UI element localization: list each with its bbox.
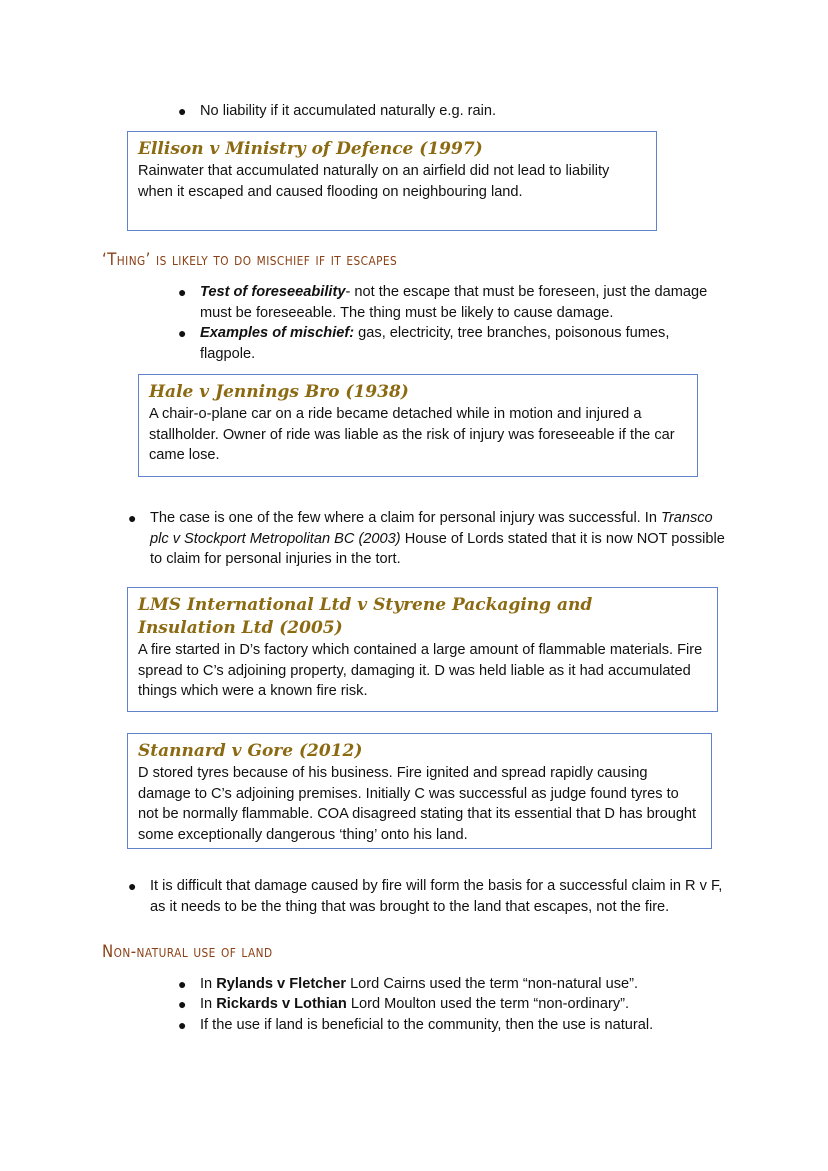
bold-term: Test of foreseeability [200, 284, 346, 300]
case-name: Rickards v Lothian [216, 996, 347, 1012]
bullet-item [178, 323, 700, 364]
section-heading-mischief: ‘Thing’ is likely to do mischief if it escapes [102, 250, 398, 270]
bullet-icon: ● [178, 325, 187, 341]
bullet-text: The case is one of the few where a claim for personal injury was successful. In [150, 510, 662, 526]
bullet-item [178, 282, 730, 323]
case-citation: Transco plc v Stockport Metropolitan BC (2003) [150, 510, 713, 547]
case-box-stannard [127, 733, 712, 849]
bullet-item [178, 101, 497, 122]
case-body: D stored tyres because of his business. Fire ignited and spread rapidly causing damage to C’s adjoining premises. Initially C was successful as judge found tyres to not be normally flammable. COA disagreed stating that its essential that D has brought some exceptionally dangerous ‘thing’ onto his land. [138, 765, 697, 843]
bullet-text: Lord Cairns used the term “non-natural use”. [346, 976, 639, 992]
case-title: Stannard v Gore (2012) [138, 741, 363, 761]
bold-term: Examples of mischief: [200, 325, 355, 341]
case-box-lms [127, 587, 718, 712]
bullet-icon: ● [128, 510, 137, 526]
bullet-item [178, 974, 639, 995]
bullet-icon: ● [178, 996, 187, 1012]
bullet-text: - not the escape that must be foreseen, just the damage must be foreseeable. The thing must be likely to cause damage. [200, 284, 708, 321]
bullet-icon: ● [178, 1017, 187, 1033]
bullet-text: If the use if land is beneficial to the community, then the use is natural. [200, 1017, 654, 1033]
case-name: Rylands v Fletcher [216, 976, 347, 992]
case-title: LMS International Ltd v Styrene Packaging and Insulation Ltd (2005) [138, 595, 593, 638]
bullet-text: In [200, 976, 217, 992]
bullet-text: No liability if it accumulated naturally e.g. rain. [200, 103, 497, 119]
bullet-icon: ● [178, 284, 187, 300]
bullet-icon: ● [178, 103, 187, 119]
bullet-item [128, 876, 735, 917]
bullet-text: gas, electricity, tree branches, poisonous fumes, flagpole. [200, 325, 670, 362]
case-title: Hale v Jennings Bro (1938) [149, 382, 409, 402]
bullet-text: House of Lords stated that it is now NOT possible to claim for personal injuries in the tort. [150, 530, 725, 567]
bullet-item [178, 994, 630, 1015]
case-title: Ellison v Ministry of Defence (1997) [138, 139, 483, 159]
section-heading-nonnatural: Non-natural use of land [102, 942, 273, 962]
bullet-item [178, 1015, 654, 1036]
bullet-item [128, 508, 730, 570]
bullet-text: Lord Moulton used the term “non-ordinary”. [346, 996, 630, 1012]
bullet-icon: ● [128, 878, 137, 894]
bullet-text: It is difficult that damage caused by fire will form the basis for a successful claim in R v F, as it needs to be the thing that was brought to the land that escapes, not the fire. [150, 878, 723, 915]
case-body: Rainwater that accumulated naturally on an airfield did not lead to liability when it escaped and caused flooding on neighbouring land. [138, 163, 610, 200]
case-box-ellison [127, 131, 657, 231]
bullet-icon: ● [178, 976, 187, 992]
case-body: A chair-o-plane car on a ride became detached while in motion and injured a stallholder. Owner of ride was liable as the risk of injury was foreseeable if the car came lose. [149, 406, 675, 463]
bullet-text: In [200, 996, 217, 1012]
case-box-hale [138, 374, 698, 477]
case-body: A fire started in D’s factory which contained a large amount of flammable materials. Fire spread to C’s adjoining property, damaging it. D was held liable as it had accumulated things which were a known fire risk. [138, 642, 703, 699]
